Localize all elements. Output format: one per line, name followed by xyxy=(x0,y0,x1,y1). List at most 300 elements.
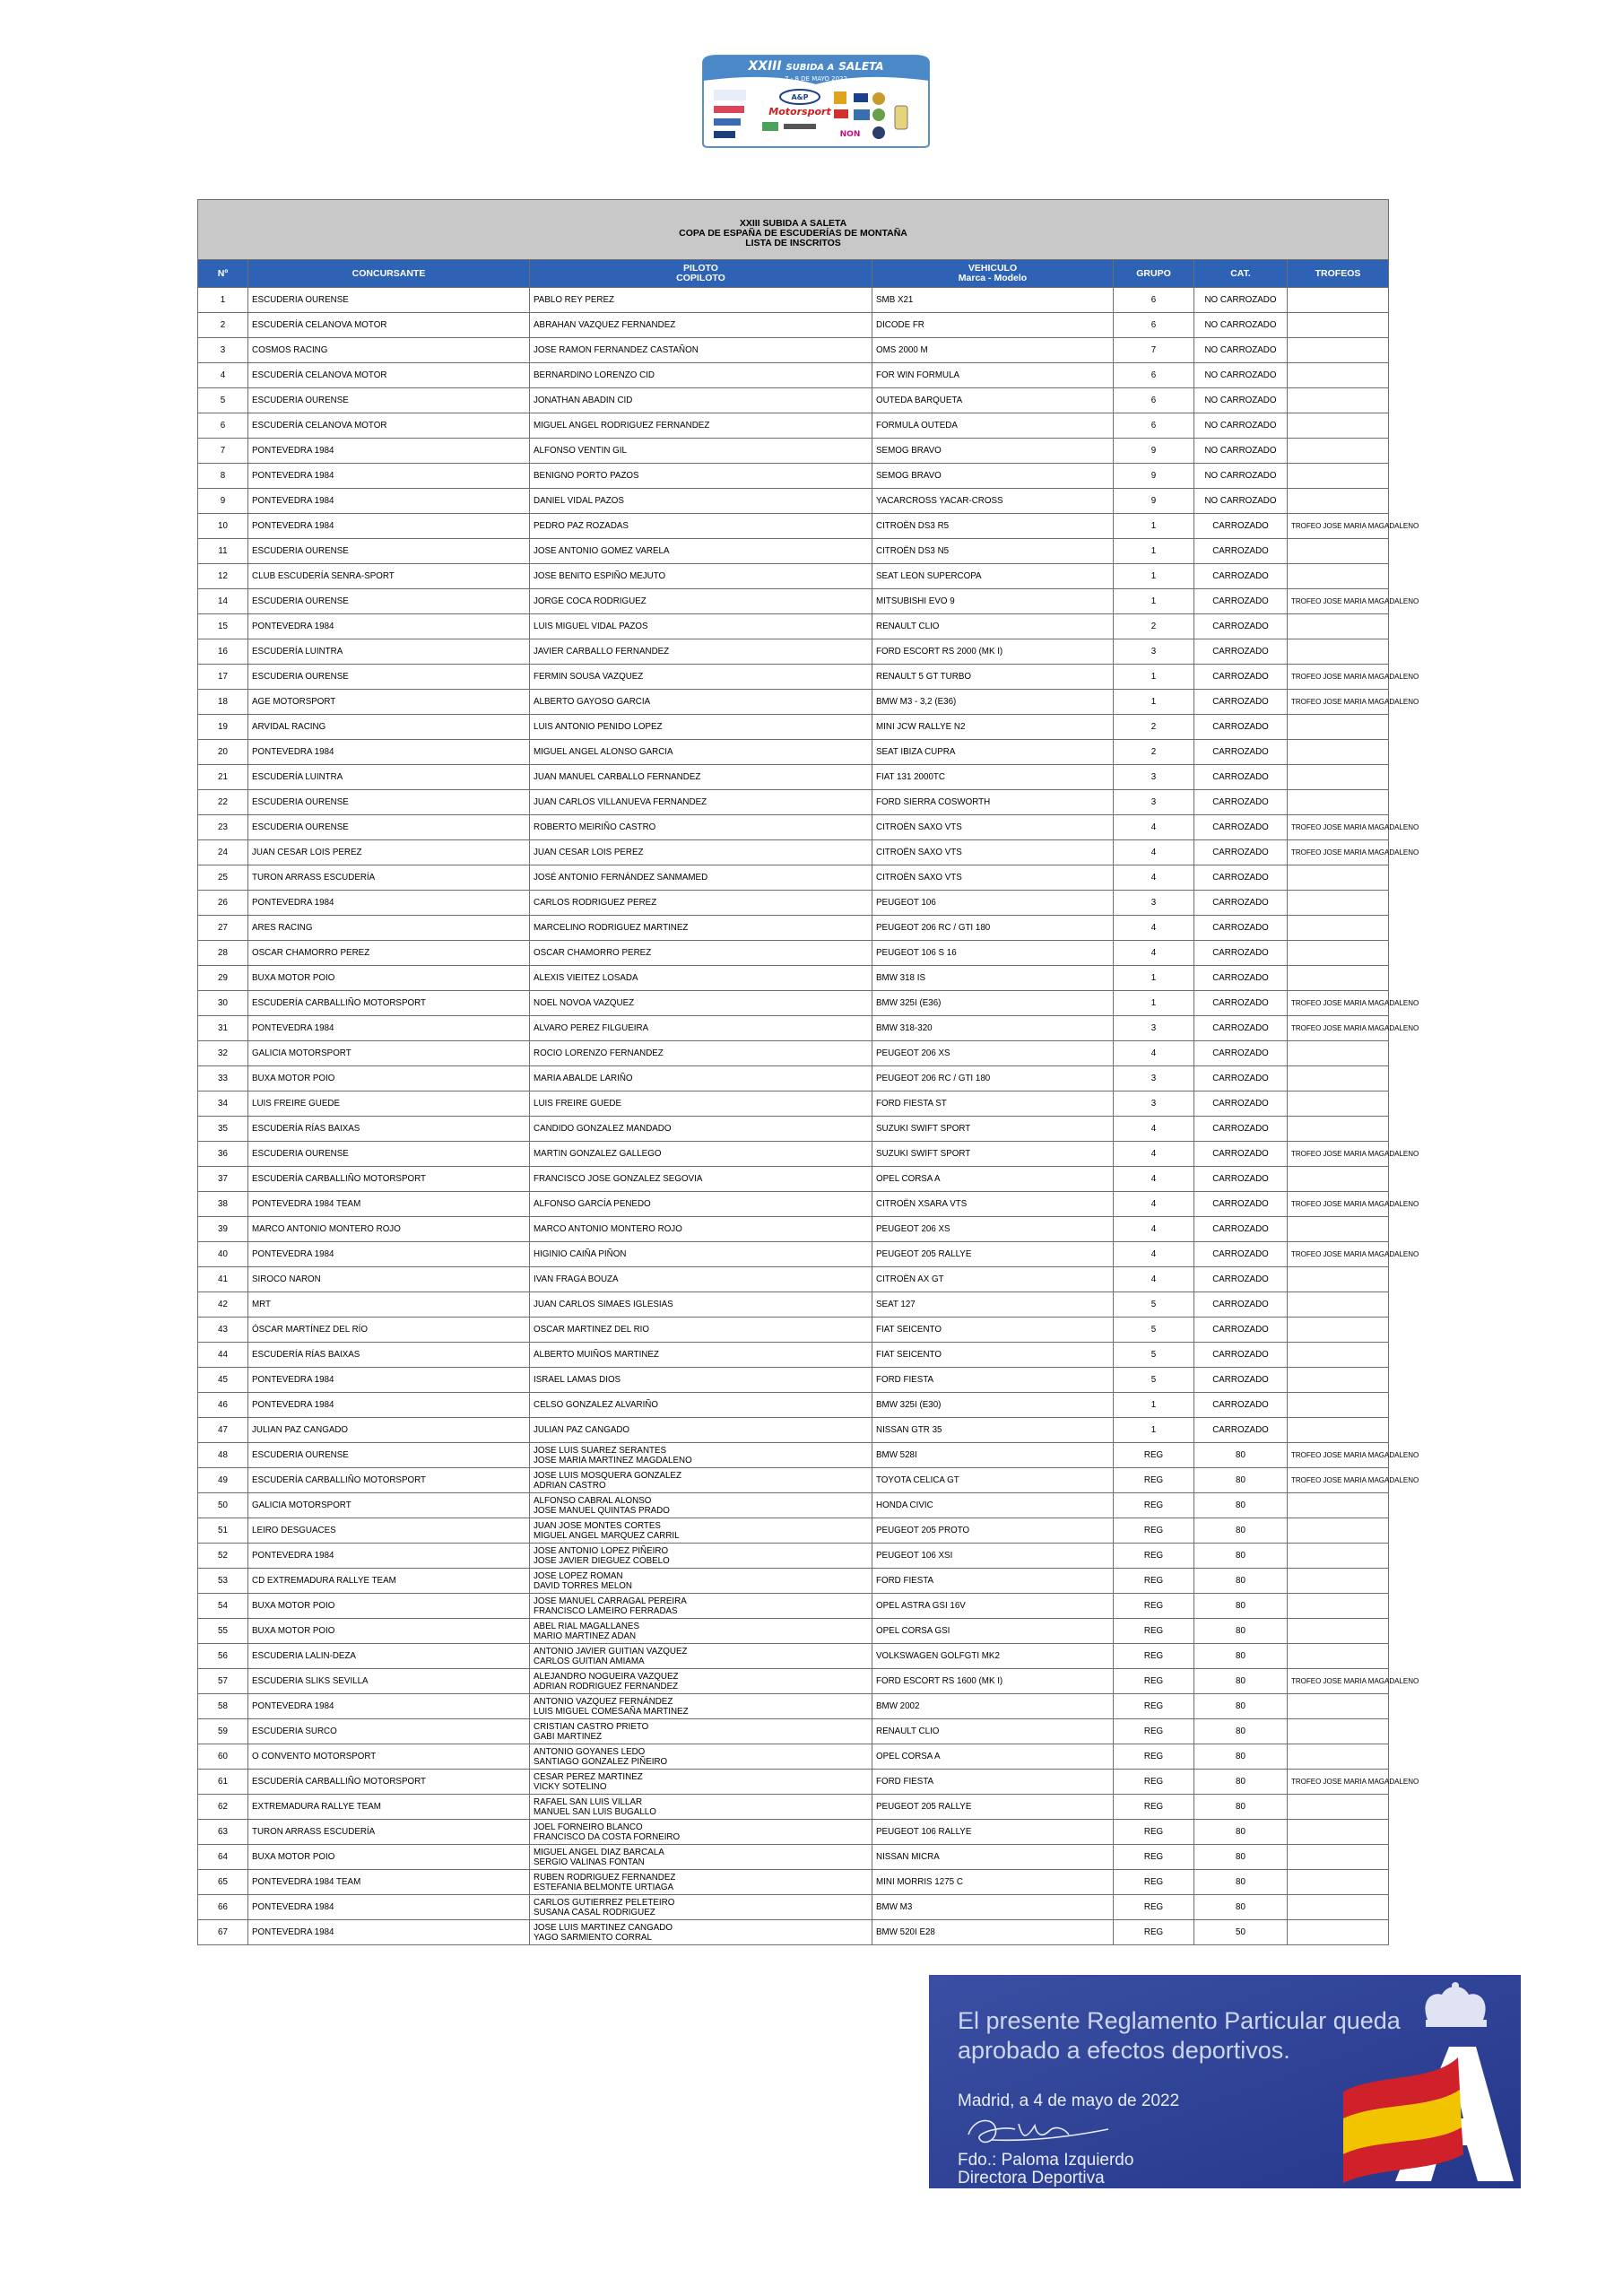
table-row xyxy=(198,338,1389,363)
cell-concursante: PONTEVEDRA 1984 xyxy=(248,1393,530,1418)
cell-piloto xyxy=(530,1845,872,1870)
piloto-name: ANTONIO GOYANES LEDO xyxy=(534,1746,646,1757)
cell-concursante: CLUB ESCUDERÍA SENRA-SPORT xyxy=(248,564,530,589)
cell-cat: CARROZADO xyxy=(1194,1343,1288,1368)
cell-vehiculo: BMW 325I (E30) xyxy=(872,1393,1114,1418)
cell-grupo: REG xyxy=(1114,1644,1194,1669)
copiloto-name: CARLOS GUITIAN AMIAMA xyxy=(534,1656,645,1666)
table-row xyxy=(198,840,1389,865)
cell-num: 18 xyxy=(198,690,248,715)
cell-num: 46 xyxy=(198,1393,248,1418)
cell-num: 6 xyxy=(198,413,248,439)
cell-num: 2 xyxy=(198,313,248,338)
cell-trofeo xyxy=(1288,1393,1389,1418)
piloto-name: JOSE ANTONIO LOPEZ PIÑEIRO xyxy=(534,1545,669,1556)
cell-num: 33 xyxy=(198,1066,248,1091)
cell-piloto: ALFONSO VENTIN GIL xyxy=(530,439,872,464)
cell-cat: CARROZADO xyxy=(1194,1016,1288,1041)
cell-trofeo xyxy=(1288,891,1389,916)
cell-cat: CARROZADO xyxy=(1194,1167,1288,1192)
cell-grupo: 6 xyxy=(1114,413,1194,439)
cell-concursante: JUAN CESAR LOIS PEREZ xyxy=(248,840,530,865)
cell-trofeo xyxy=(1288,1318,1389,1343)
piloto-name: ALEJANDRO NOGUEIRA VAZQUEZ xyxy=(534,1671,679,1682)
cell-vehiculo: CITROËN SAXO VTS xyxy=(872,815,1114,840)
cell-vehiculo: DICODE FR xyxy=(872,313,1114,338)
cell-trofeo xyxy=(1288,1343,1389,1368)
cell-concursante: OSCAR CHAMORRO PEREZ xyxy=(248,941,530,966)
table-row xyxy=(198,1091,1389,1117)
cell-vehiculo: FORD ESCORT RS 2000 (MK I) xyxy=(872,639,1114,665)
cell-vehiculo: NISSAN GTR 35 xyxy=(872,1418,1114,1443)
cell-vehiculo: BMW M3 - 3,2 (E36) xyxy=(872,690,1114,715)
table-row xyxy=(198,464,1389,489)
cell-grupo: 3 xyxy=(1114,1016,1194,1041)
logo-title-1: XXIII xyxy=(748,59,782,74)
cell-num: 4 xyxy=(198,363,248,388)
cell-vehiculo: OPEL CORSA A xyxy=(872,1744,1114,1770)
cell-num: 43 xyxy=(198,1318,248,1343)
cell-trofeo xyxy=(1288,363,1389,388)
cell-trofeo xyxy=(1288,1091,1389,1117)
cell-concursante: ESCUDERÍA LUINTRA xyxy=(248,639,530,665)
cell-num: 44 xyxy=(198,1343,248,1368)
cell-num: 34 xyxy=(198,1091,248,1117)
table-row xyxy=(198,589,1389,614)
table-row xyxy=(198,1393,1389,1418)
piloto-name: RUBEN RODRIGUEZ FERNANDEZ xyxy=(534,1872,676,1883)
cell-trofeo xyxy=(1288,1267,1389,1292)
cell-num: 45 xyxy=(198,1368,248,1393)
cell-vehiculo: PEUGEOT 205 RALLYE xyxy=(872,1795,1114,1820)
cell-concursante: CD EXTREMADURA RALLYE TEAM xyxy=(248,1569,530,1594)
cell-trofeo xyxy=(1288,1719,1389,1744)
cell-num: 47 xyxy=(198,1418,248,1443)
table-row xyxy=(198,891,1389,916)
cell-grupo: 4 xyxy=(1114,1167,1194,1192)
cell-grupo: 5 xyxy=(1114,1318,1194,1343)
cell-piloto: CANDIDO GONZALEZ MANDADO xyxy=(530,1117,872,1142)
table-row xyxy=(198,1594,1389,1619)
cell-piloto: JULIAN PAZ CANGADO xyxy=(530,1418,872,1443)
copiloto-name: MANUEL SAN LUIS BUGALLO xyxy=(534,1806,656,1817)
cell-grupo: 5 xyxy=(1114,1292,1194,1318)
cell-vehiculo: BMW 318 IS xyxy=(872,966,1114,991)
title-cell xyxy=(198,200,1389,260)
table-row xyxy=(198,388,1389,413)
cell-cat: CARROZADO xyxy=(1194,865,1288,891)
cell-concursante: BUXA MOTOR POIO xyxy=(248,1845,530,1870)
cell-num: 24 xyxy=(198,840,248,865)
table-row xyxy=(198,865,1389,891)
cell-concursante: ESCUDERÍA RÍAS BAIXAS xyxy=(248,1117,530,1142)
table-row xyxy=(198,1820,1389,1845)
cell-vehiculo: BMW 520I E28 xyxy=(872,1920,1114,1945)
cell-cat: 80 xyxy=(1194,1644,1288,1669)
cell-vehiculo: PEUGEOT 205 PROTO xyxy=(872,1518,1114,1544)
cell-grupo: REG xyxy=(1114,1770,1194,1795)
cell-piloto: ALFONSO GARCÍA PENEDO xyxy=(530,1192,872,1217)
cell-cat: NO CARROZADO xyxy=(1194,464,1288,489)
cell-trofeo xyxy=(1288,1041,1389,1066)
cell-num: 15 xyxy=(198,614,248,639)
table-row xyxy=(198,363,1389,388)
cell-num: 64 xyxy=(198,1845,248,1870)
cell-vehiculo: FORMULA OUTEDA xyxy=(872,413,1114,439)
cell-cat: CARROZADO xyxy=(1194,589,1288,614)
cell-concursante: PONTEVEDRA 1984 xyxy=(248,514,530,539)
cell-grupo: REG xyxy=(1114,1544,1194,1569)
cell-cat: CARROZADO xyxy=(1194,1242,1288,1267)
cell-piloto: DANIEL VIDAL PAZOS xyxy=(530,489,872,514)
cell-grupo: REG xyxy=(1114,1795,1194,1820)
cell-grupo: 7 xyxy=(1114,338,1194,363)
cell-piloto: HIGINIO CAIÑA PIÑON xyxy=(530,1242,872,1267)
cell-piloto: ALEXIS VIEITEZ LOSADA xyxy=(530,966,872,991)
cell-piloto xyxy=(530,1744,872,1770)
logo-sponsor: Motorsport xyxy=(768,106,831,117)
cell-piloto: ABRAHAN VAZQUEZ FERNANDEZ xyxy=(530,313,872,338)
cell-num: 21 xyxy=(198,765,248,790)
table-row xyxy=(198,1694,1389,1719)
cell-vehiculo: SEAT IBIZA CUPRA xyxy=(872,740,1114,765)
cell-trofeo xyxy=(1288,1644,1389,1669)
cell-piloto: FERMIN SOUSA VAZQUEZ xyxy=(530,665,872,690)
cell-cat: CARROZADO xyxy=(1194,891,1288,916)
logo-sponsor-2: NON xyxy=(839,130,861,139)
cell-concursante: MRT xyxy=(248,1292,530,1318)
cell-trofeo xyxy=(1288,1694,1389,1719)
cell-vehiculo: FORD FIESTA xyxy=(872,1368,1114,1393)
cell-trofeo xyxy=(1288,966,1389,991)
cell-piloto: MIGUEL ANGEL RODRIGUEZ FERNANDEZ xyxy=(530,413,872,439)
cell-vehiculo: CITROËN DS3 R5 xyxy=(872,514,1114,539)
cell-trofeo: TROFEO JOSE MARIA MAGADALENO xyxy=(1288,991,1389,1016)
piloto-name: JOSE LUIS SUAREZ SERANTES xyxy=(534,1445,667,1456)
cell-num: 10 xyxy=(198,514,248,539)
cell-num: 63 xyxy=(198,1820,248,1845)
cell-grupo: REG xyxy=(1114,1443,1194,1468)
table-row xyxy=(198,991,1389,1016)
cell-trofeo xyxy=(1288,1493,1389,1518)
cell-cat: CARROZADO xyxy=(1194,966,1288,991)
cell-grupo: 1 xyxy=(1114,991,1194,1016)
piloto-name: JOSE LUIS MOSQUERA GONZALEZ xyxy=(534,1470,681,1481)
approval-line-2: aprobado a efectos deportivos. xyxy=(958,2037,1290,2064)
cell-grupo: 1 xyxy=(1114,514,1194,539)
cell-cat: CARROZADO xyxy=(1194,1292,1288,1318)
cell-num: 67 xyxy=(198,1920,248,1945)
cell-grupo: 4 xyxy=(1114,1217,1194,1242)
cell-vehiculo: TOYOTA CELICA GT xyxy=(872,1468,1114,1493)
cell-piloto: MIGUEL ANGEL ALONSO GARCIA xyxy=(530,740,872,765)
cell-cat: NO CARROZADO xyxy=(1194,489,1288,514)
cell-grupo: 4 xyxy=(1114,941,1194,966)
cell-grupo: REG xyxy=(1114,1619,1194,1644)
cell-num: 26 xyxy=(198,891,248,916)
cell-vehiculo: YACARCROSS YACAR-CROSS xyxy=(872,489,1114,514)
cell-num: 23 xyxy=(198,815,248,840)
cell-vehiculo: SEAT 127 xyxy=(872,1292,1114,1318)
cell-concursante: ESCUDERÍA CELANOVA MOTOR xyxy=(248,363,530,388)
piloto-name: JOSE LUIS MARTINEZ CANGADO xyxy=(534,1922,673,1933)
cell-piloto xyxy=(530,1468,872,1493)
cell-trofeo xyxy=(1288,790,1389,815)
cell-concursante: ESCUDERIA OURENSE xyxy=(248,388,530,413)
cell-cat: CARROZADO xyxy=(1194,1368,1288,1393)
cell-piloto: PEDRO PAZ ROZADAS xyxy=(530,514,872,539)
cell-grupo: 2 xyxy=(1114,614,1194,639)
table-row xyxy=(198,1368,1389,1393)
cell-vehiculo: CITROËN SAXO VTS xyxy=(872,865,1114,891)
cell-num: 8 xyxy=(198,464,248,489)
cell-trofeo xyxy=(1288,1744,1389,1770)
cell-cat: 80 xyxy=(1194,1895,1288,1920)
cell-vehiculo: FORD FIESTA xyxy=(872,1569,1114,1594)
cell-concursante: ESCUDERIA OURENSE xyxy=(248,589,530,614)
table-row xyxy=(198,1845,1389,1870)
cell-vehiculo: RENAULT CLIO xyxy=(872,614,1114,639)
cell-grupo: 4 xyxy=(1114,1242,1194,1267)
copiloto-name: ADRIAN CASTRO xyxy=(534,1480,606,1491)
cell-trofeo: TROFEO JOSE MARIA MAGADALENO xyxy=(1288,1192,1389,1217)
cell-grupo: 3 xyxy=(1114,765,1194,790)
cell-vehiculo: PEUGEOT 206 XS xyxy=(872,1041,1114,1066)
cell-grupo: REG xyxy=(1114,1468,1194,1493)
cell-cat: 80 xyxy=(1194,1468,1288,1493)
cell-cat: 80 xyxy=(1194,1795,1288,1820)
cell-num: 11 xyxy=(198,539,248,564)
cell-grupo: 1 xyxy=(1114,564,1194,589)
cell-concursante: ESCUDERÍA CARBALLIÑO MOTORSPORT xyxy=(248,1468,530,1493)
cell-vehiculo: SMB X21 xyxy=(872,288,1114,313)
cell-vehiculo: SEMOG BRAVO xyxy=(872,464,1114,489)
table-row xyxy=(198,1644,1389,1669)
cell-grupo: 3 xyxy=(1114,1066,1194,1091)
table-row xyxy=(198,1744,1389,1770)
cell-trofeo: TROFEO JOSE MARIA MAGADALENO xyxy=(1288,690,1389,715)
cell-num: 28 xyxy=(198,941,248,966)
cell-grupo: 6 xyxy=(1114,288,1194,313)
cell-vehiculo: HONDA CIVIC xyxy=(872,1493,1114,1518)
cell-concursante: PONTEVEDRA 1984 TEAM xyxy=(248,1870,530,1895)
cell-cat: CARROZADO xyxy=(1194,614,1288,639)
cell-num: 65 xyxy=(198,1870,248,1895)
cell-num: 12 xyxy=(198,564,248,589)
table-row xyxy=(198,1242,1389,1267)
col-header-piloto xyxy=(530,260,872,288)
cell-piloto: LUIS MIGUEL VIDAL PAZOS xyxy=(530,614,872,639)
cell-cat: NO CARROZADO xyxy=(1194,288,1288,313)
cell-concursante: ESCUDERIA OURENSE xyxy=(248,1443,530,1468)
cell-num: 27 xyxy=(198,916,248,941)
cell-trofeo xyxy=(1288,1418,1389,1443)
cell-grupo: 4 xyxy=(1114,865,1194,891)
cell-concursante: AGE MOTORSPORT xyxy=(248,690,530,715)
cell-vehiculo: VOLKSWAGEN GOLFGTI MK2 xyxy=(872,1644,1114,1669)
cell-trofeo xyxy=(1288,1066,1389,1091)
cell-cat: CARROZADO xyxy=(1194,1066,1288,1091)
cell-cat: NO CARROZADO xyxy=(1194,413,1288,439)
cell-cat: NO CARROZADO xyxy=(1194,338,1288,363)
table-row xyxy=(198,439,1389,464)
copiloto-name: JOSE MANUEL QUINTAS PRADO xyxy=(534,1505,670,1516)
copiloto-name: SANTIAGO GONZALEZ PIÑEIRO xyxy=(534,1756,668,1767)
cell-num: 9 xyxy=(198,489,248,514)
cell-grupo: REG xyxy=(1114,1719,1194,1744)
cell-piloto: JORGE COCA RODRIGUEZ xyxy=(530,589,872,614)
cell-vehiculo: FIAT SEICENTO xyxy=(872,1318,1114,1343)
cell-grupo: REG xyxy=(1114,1518,1194,1544)
cell-cat: NO CARROZADO xyxy=(1194,313,1288,338)
logo-title-3: SALETA xyxy=(838,60,884,73)
cell-vehiculo: FORD FIESTA xyxy=(872,1770,1114,1795)
cell-trofeo xyxy=(1288,1920,1389,1945)
cell-num: 61 xyxy=(198,1770,248,1795)
cell-trofeo xyxy=(1288,1292,1389,1318)
cell-trofeo xyxy=(1288,1795,1389,1820)
cell-num: 56 xyxy=(198,1644,248,1669)
cell-grupo: 3 xyxy=(1114,639,1194,665)
table-row xyxy=(198,1167,1389,1192)
cell-concursante: ÓSCAR MARTÍNEZ DEL RÍO xyxy=(248,1318,530,1343)
cell-concursante: PONTEVEDRA 1984 xyxy=(248,1016,530,1041)
cell-grupo: 1 xyxy=(1114,690,1194,715)
cell-grupo: 6 xyxy=(1114,388,1194,413)
cell-cat: CARROZADO xyxy=(1194,639,1288,665)
cell-piloto xyxy=(530,1443,872,1468)
cell-concursante: ESCUDERIA OURENSE xyxy=(248,539,530,564)
cell-cat: CARROZADO xyxy=(1194,765,1288,790)
cell-num: 48 xyxy=(198,1443,248,1468)
copiloto-name: MARIO MARTINEZ ADAN xyxy=(534,1631,637,1641)
table-row xyxy=(198,941,1389,966)
cell-concursante: ESCUDERIA OURENSE xyxy=(248,790,530,815)
cell-piloto xyxy=(530,1820,872,1845)
cell-vehiculo: PEUGEOT 106 RALLYE xyxy=(872,1820,1114,1845)
cell-cat: 80 xyxy=(1194,1669,1288,1694)
cell-cat: CARROZADO xyxy=(1194,539,1288,564)
table-row xyxy=(198,916,1389,941)
cell-piloto: ALBERTO MUIÑOS MARTINEZ xyxy=(530,1343,872,1368)
table-row xyxy=(198,1669,1389,1694)
table-row xyxy=(198,1292,1389,1318)
title-bar xyxy=(198,200,1389,260)
cell-concursante: ESCUDERÍA CARBALLIÑO MOTORSPORT xyxy=(248,1167,530,1192)
cell-trofeo xyxy=(1288,1117,1389,1142)
piloto-name: JUAN JOSE MONTES CORTES xyxy=(534,1520,661,1531)
table-row xyxy=(198,1795,1389,1820)
table-row xyxy=(198,740,1389,765)
cell-concursante: BUXA MOTOR POIO xyxy=(248,1066,530,1091)
copiloto-name: ADRIAN RODRIGUEZ FERNANDEZ xyxy=(534,1681,679,1692)
cell-cat: 80 xyxy=(1194,1544,1288,1569)
cell-concursante: GALICIA MOTORSPORT xyxy=(248,1493,530,1518)
col-header-concursante: CONCURSANTE xyxy=(248,260,530,288)
cell-grupo: REG xyxy=(1114,1594,1194,1619)
table-row xyxy=(198,1443,1389,1468)
cell-concursante: PONTEVEDRA 1984 xyxy=(248,1694,530,1719)
cell-grupo: 4 xyxy=(1114,1041,1194,1066)
piloto-name: ALFONSO CABRAL ALONSO xyxy=(534,1495,652,1506)
piloto-name: JOSE LOPEZ ROMAN xyxy=(534,1570,623,1581)
cell-concursante: PONTEVEDRA 1984 xyxy=(248,1368,530,1393)
cell-grupo: REG xyxy=(1114,1870,1194,1895)
cell-vehiculo: FORD SIERRA COSWORTH xyxy=(872,790,1114,815)
cell-num: 58 xyxy=(198,1694,248,1719)
cell-concursante: PONTEVEDRA 1984 xyxy=(248,464,530,489)
cell-vehiculo: SUZUKI SWIFT SPORT xyxy=(872,1117,1114,1142)
cell-cat: NO CARROZADO xyxy=(1194,388,1288,413)
cell-grupo: REG xyxy=(1114,1669,1194,1694)
approval-line-1: El presente Reglamento Particular queda xyxy=(958,2007,1401,2034)
cell-piloto: FRANCISCO JOSE GONZALEZ SEGOVIA xyxy=(530,1167,872,1192)
col-header-grupo: GRUPO xyxy=(1114,260,1194,288)
cell-concursante: PONTEVEDRA 1984 xyxy=(248,740,530,765)
cell-num: 50 xyxy=(198,1493,248,1518)
cell-trofeo: TROFEO JOSE MARIA MAGADALENO xyxy=(1288,1443,1389,1468)
copiloto-name: LUIS MIGUEL COMESAÑA MARTINEZ xyxy=(534,1706,689,1717)
cell-grupo: 4 xyxy=(1114,1117,1194,1142)
cell-piloto: MARTIN GONZALEZ GALLEGO xyxy=(530,1142,872,1167)
cell-cat: CARROZADO xyxy=(1194,1217,1288,1242)
cell-vehiculo: OPEL CORSA GSI xyxy=(872,1619,1114,1644)
cell-trofeo xyxy=(1288,539,1389,564)
table-row xyxy=(198,1544,1389,1569)
cell-grupo: 1 xyxy=(1114,539,1194,564)
cell-trofeo: TROFEO JOSE MARIA MAGADALENO xyxy=(1288,1142,1389,1167)
cell-num: 36 xyxy=(198,1142,248,1167)
cell-num: 57 xyxy=(198,1669,248,1694)
cell-grupo: 1 xyxy=(1114,1393,1194,1418)
cell-trofeo xyxy=(1288,765,1389,790)
cell-grupo: 3 xyxy=(1114,790,1194,815)
table-row xyxy=(198,765,1389,790)
cell-concursante: ESCUDERIA OURENSE xyxy=(248,288,530,313)
cell-vehiculo: NISSAN MICRA xyxy=(872,1845,1114,1870)
cell-piloto: ISRAEL LAMAS DIOS xyxy=(530,1368,872,1393)
cell-vehiculo: CITROËN AX GT xyxy=(872,1267,1114,1292)
cell-piloto xyxy=(530,1644,872,1669)
cell-vehiculo: OPEL CORSA A xyxy=(872,1167,1114,1192)
cell-grupo: 4 xyxy=(1114,1192,1194,1217)
cell-piloto: JUAN CARLOS VILLANUEVA FERNANDEZ xyxy=(530,790,872,815)
copiloto-name: MIGUEL ANGEL MARQUEZ CARRIL xyxy=(534,1530,680,1541)
table-row xyxy=(198,1343,1389,1368)
cell-concursante: COSMOS RACING xyxy=(248,338,530,363)
cell-cat: CARROZADO xyxy=(1194,665,1288,690)
cell-concursante: PONTEVEDRA 1984 xyxy=(248,614,530,639)
cell-num: 37 xyxy=(198,1167,248,1192)
cell-grupo: 4 xyxy=(1114,815,1194,840)
cell-concursante: LUIS FREIRE GUEDE xyxy=(248,1091,530,1117)
cell-vehiculo: FORD ESCORT RS 1600 (MK I) xyxy=(872,1669,1114,1694)
cell-piloto: MARIA ABALDE LARIÑO xyxy=(530,1066,872,1091)
cell-vehiculo: MINI MORRIS 1275 C xyxy=(872,1870,1114,1895)
cell-vehiculo: RENAULT CLIO xyxy=(872,1719,1114,1744)
table-row xyxy=(198,413,1389,439)
cell-trofeo xyxy=(1288,564,1389,589)
cell-concursante: PONTEVEDRA 1984 xyxy=(248,439,530,464)
cell-piloto xyxy=(530,1895,872,1920)
cell-cat: CARROZADO xyxy=(1194,690,1288,715)
cell-cat: CARROZADO xyxy=(1194,916,1288,941)
cell-vehiculo: CITROËN DS3 N5 xyxy=(872,539,1114,564)
cell-vehiculo: PEUGEOT 106 xyxy=(872,891,1114,916)
cell-grupo: 4 xyxy=(1114,1142,1194,1167)
cell-cat: 80 xyxy=(1194,1820,1288,1845)
cell-trofeo xyxy=(1288,1368,1389,1393)
